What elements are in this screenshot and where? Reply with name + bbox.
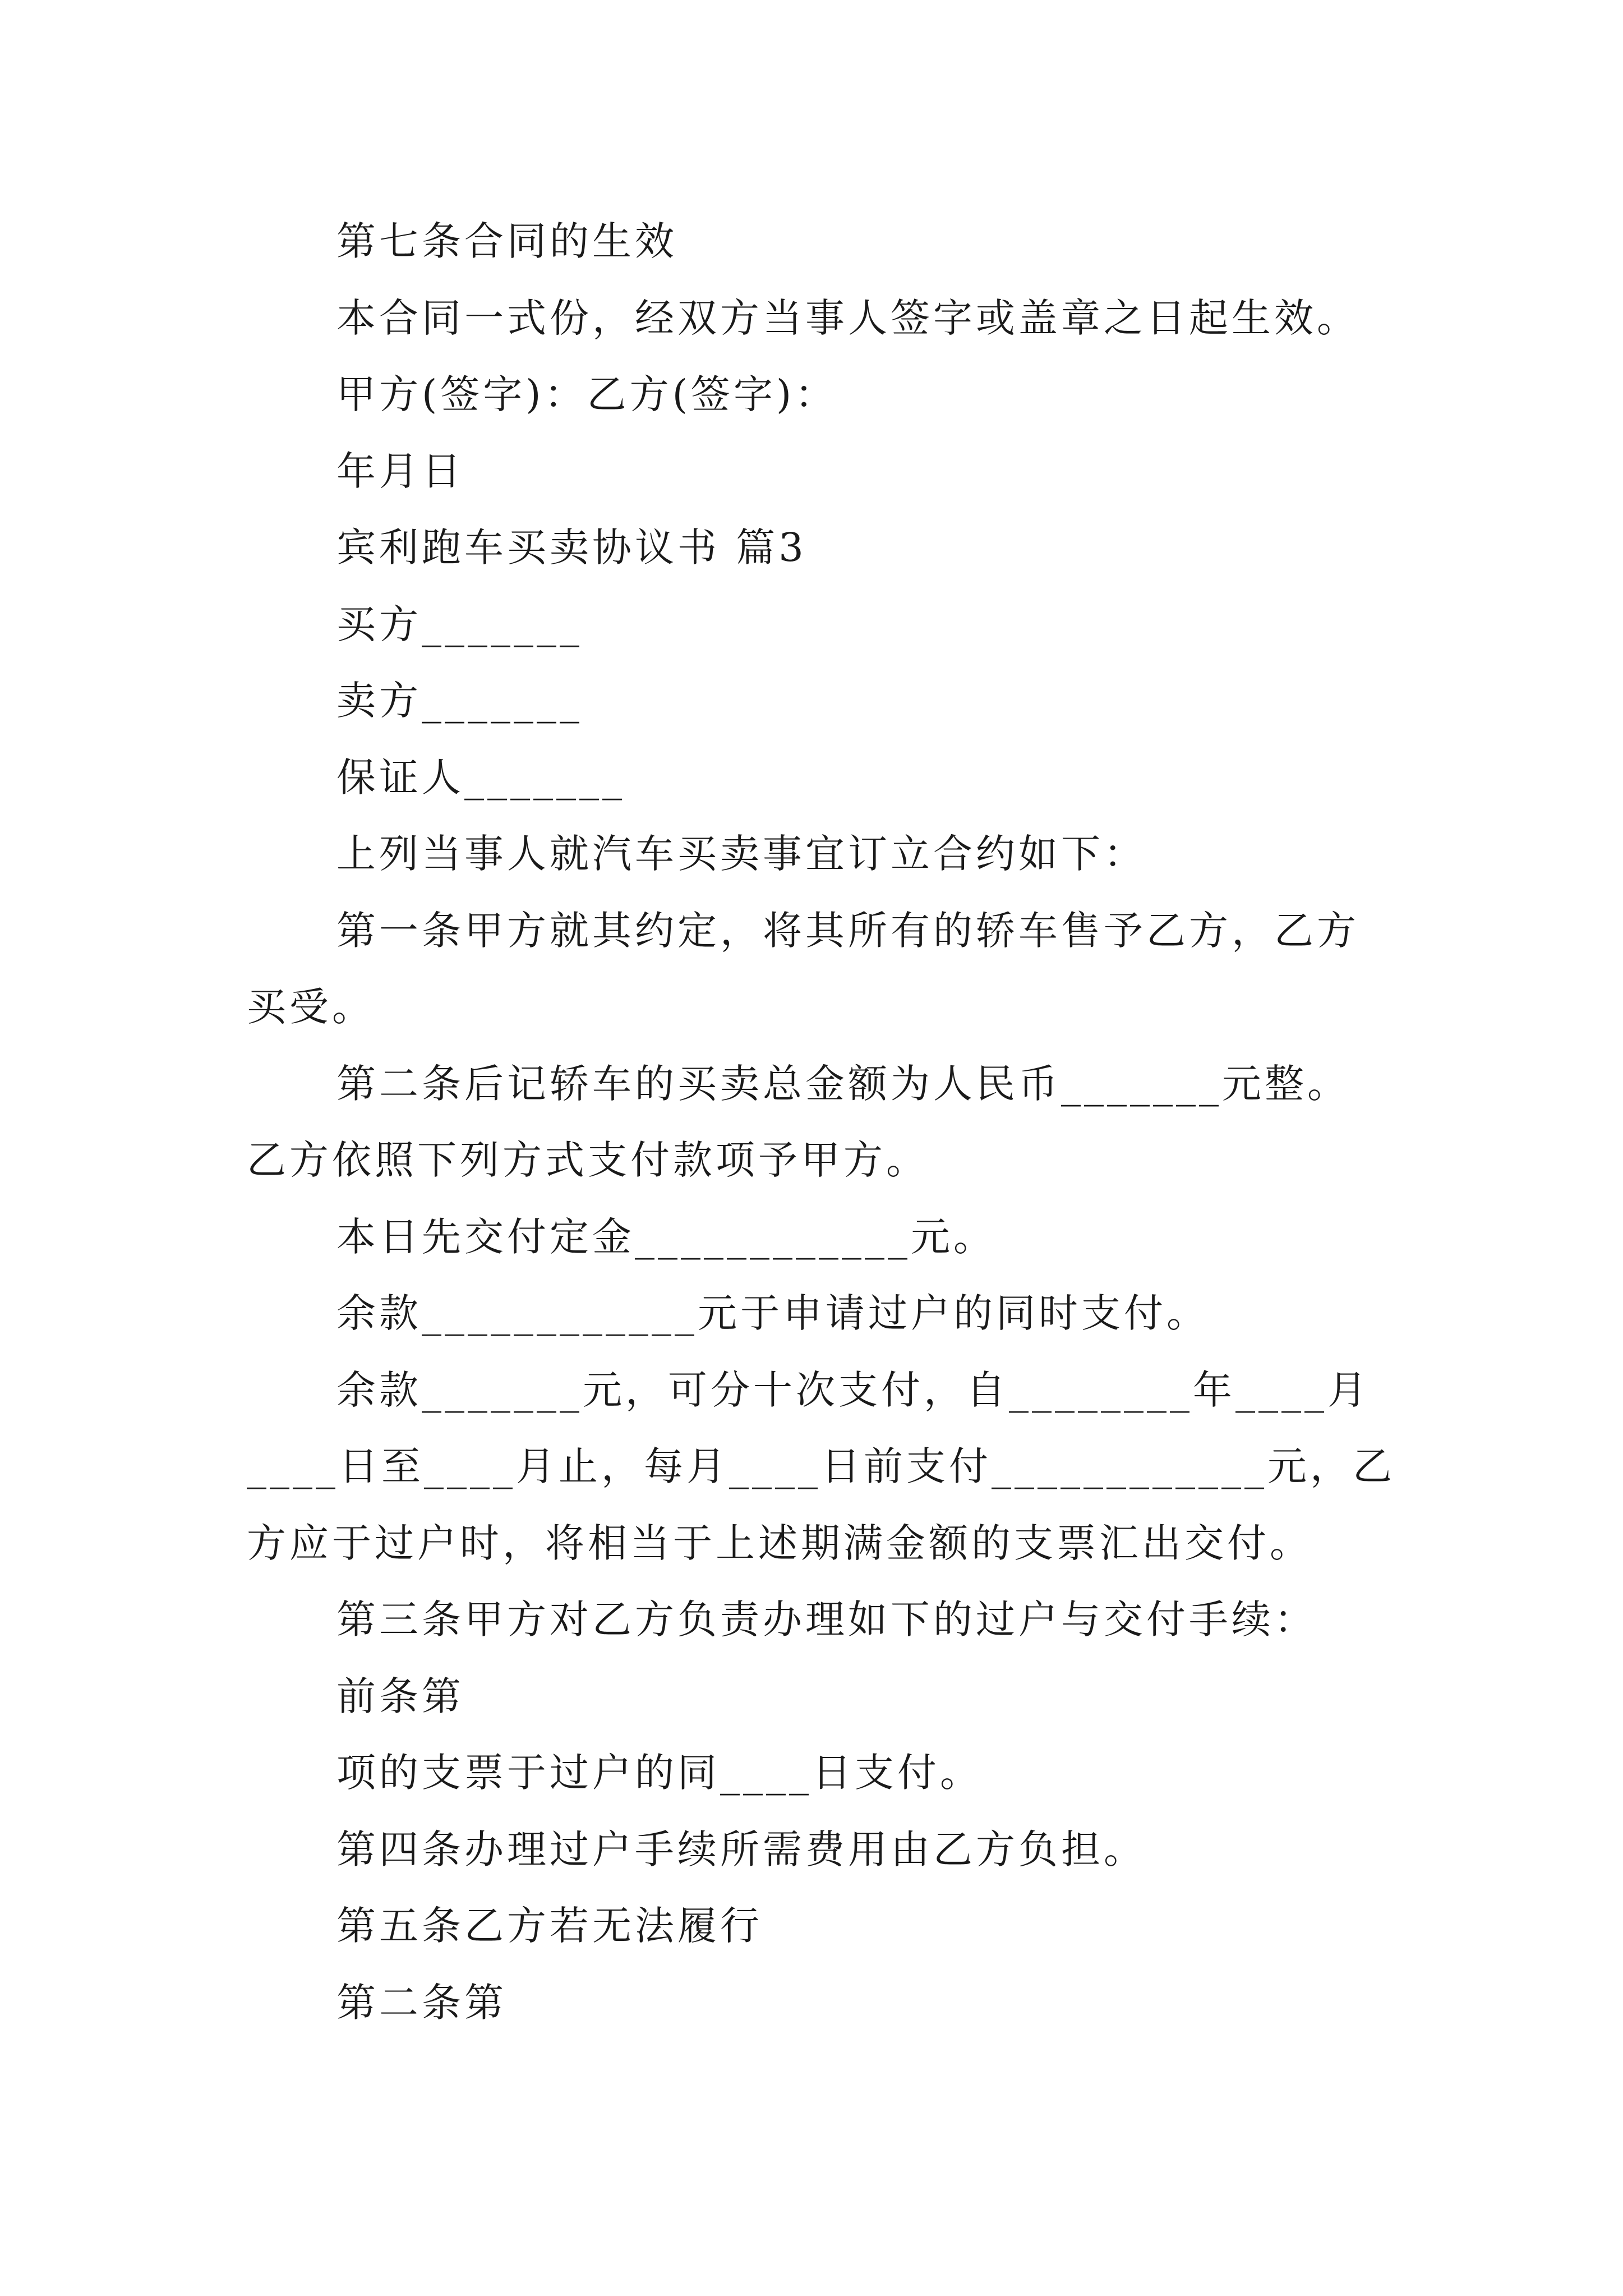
article-1-continued: 买受。 [247, 984, 375, 1030]
guarantor-line: 保证人_______ [336, 754, 625, 800]
article-1-text: 第一条甲方就其约定，将其所有的轿车售予乙方，乙方 [336, 908, 1359, 954]
article-3-cheque: 项的支票于过户的同____日支付。 [336, 1750, 983, 1796]
buyer-line: 买方_______ [336, 601, 583, 647]
installment-line: ____日至____月止，每月____日前支付____________元，乙 [247, 1443, 1395, 1489]
article-7-heading: 第七条合同的生效 [336, 218, 677, 264]
balance-line-1: 余款____________元于申请过户的同时支付。 [336, 1290, 1209, 1336]
date-line: 年月日 [336, 448, 464, 494]
article-3-item: 前条第 [336, 1673, 464, 1719]
balance-line-2: 余款_______元，可分十次支付，自________年____月 [336, 1367, 1370, 1413]
article-4-text: 第四条办理过户手续所需费用由乙方负担。 [336, 1826, 1146, 1872]
agreement-title: 宾利跑车买卖协议书 篇3 [336, 524, 807, 570]
installment-continued: 方应于过户时，将相当于上述期满金额的支票汇出交付。 [247, 1520, 1312, 1566]
article-2-text: 第二条后记轿车的买卖总金额为人民币_______元整。 [336, 1061, 1350, 1107]
article-5-continued: 第二条第 [336, 1980, 507, 2026]
article-3-text: 第三条甲方对乙方负责办理如下的过户与交付手续： [336, 1596, 1317, 1642]
article-2-continued: 乙方依照下列方式支付款项予甲方。 [247, 1137, 929, 1183]
article-7-text: 本合同一式份，经双方当事人签字或盖章之日起生效。 [336, 295, 1359, 341]
article-5-text: 第五条乙方若无法履行 [336, 1903, 763, 1949]
seller-line: 卖方_______ [336, 678, 583, 724]
deposit-line: 本日先交付定金____________元。 [336, 1214, 996, 1260]
preamble: 上列当事人就汽车买卖事宜订立合约如下： [336, 831, 1146, 877]
signature-line: 甲方(签字)：乙方(签字)： [336, 371, 838, 417]
